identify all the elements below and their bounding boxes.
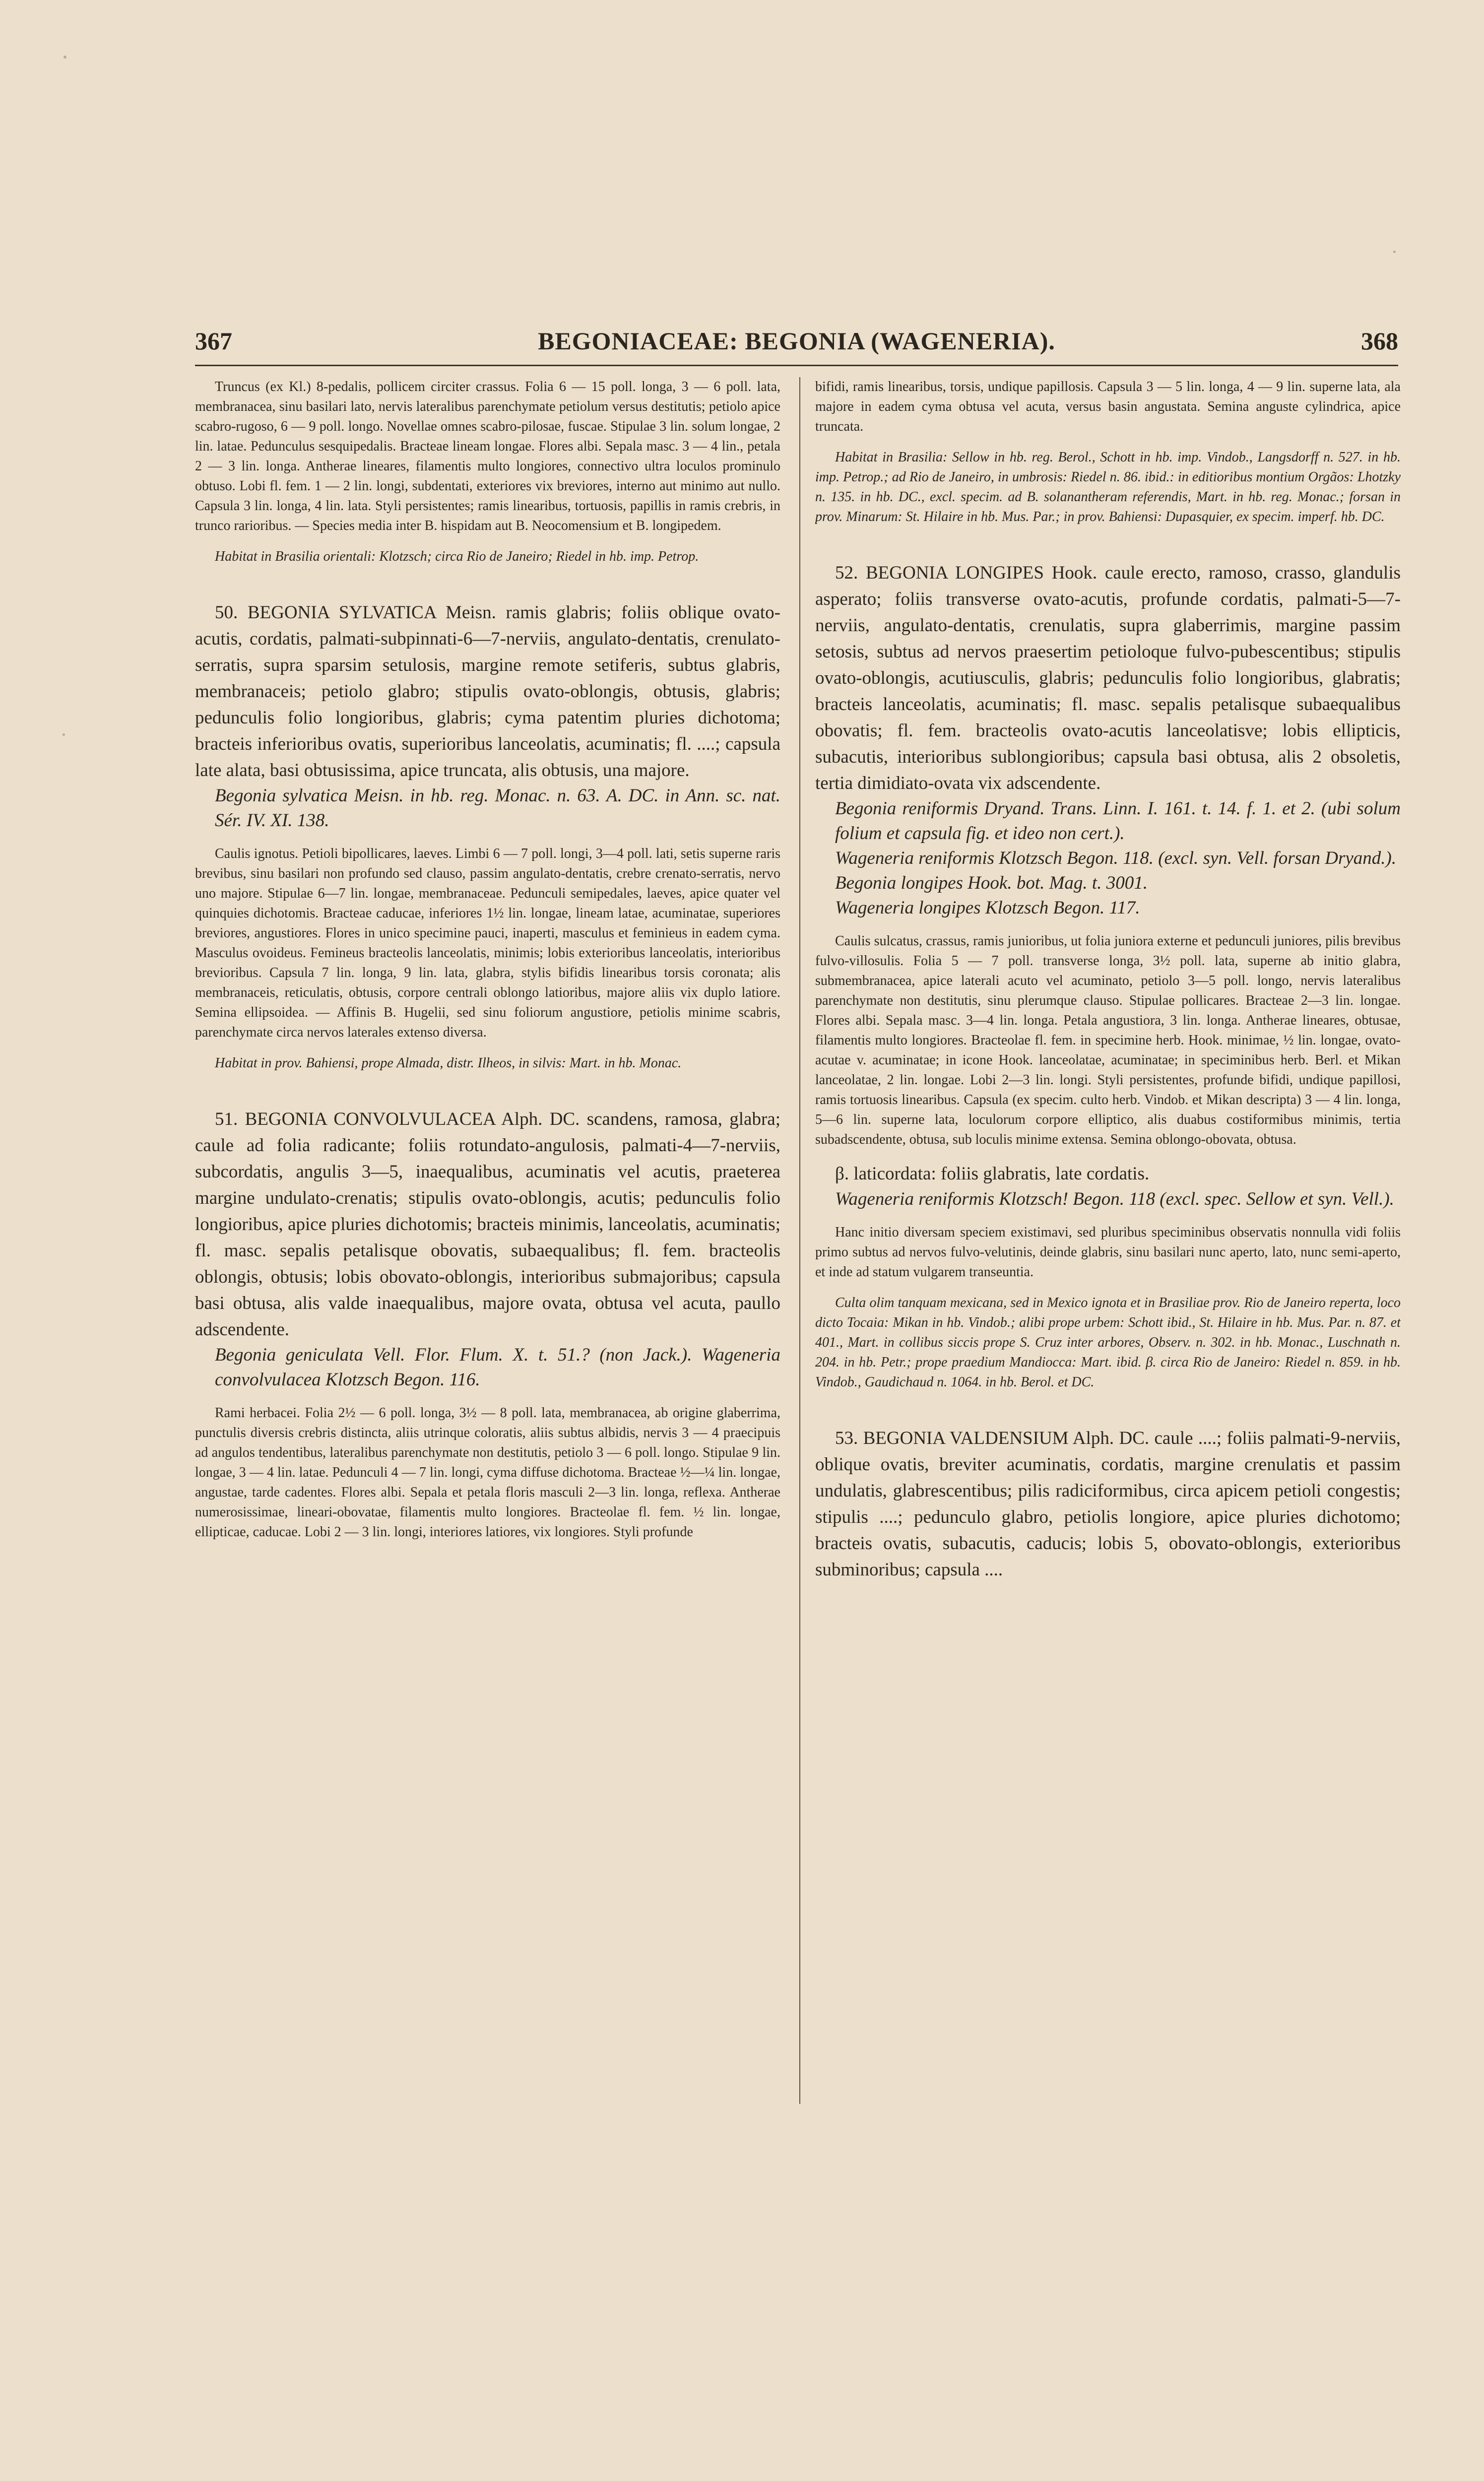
text-paragraph: Culta olim tanquam mexicana, sed in Mexico ignota et in Brasiliae prov. Rio de Janeiro reperta, loco dicto Tocaia: Mikan in hb. Vindob.; alibi prope urbem: Schott ibid., St. Hilaire in hb. Mus. Par. n. 87. et 401., Mart. in collibus siccis prope S. Cruz inter arbores, Observ. n. 302. in hb. Monac., Luschnath n. 204. in hb. Petr.; prope praedium Mandiocca: Mart. ibid. β. circa Rio de Janeiro: Riedel n. 859. in hb. Vindob., Gaudichaud n. 1064. in hb. Berol. et DC. — [815, 1295, 1401, 1390]
paper-speck — [1393, 251, 1396, 253]
paragraph-spacer — [815, 527, 1401, 560]
text-paragraph: Begonia geniculata Vell. Flor. Flum. X. t. 51.? (non Jack.). Wageneria convolvulacea Klotzsch Begon. 116. — [215, 1345, 780, 1390]
paragraph-spacer — [195, 833, 780, 844]
paragraph-spacer — [195, 1043, 780, 1053]
text-paragraph: bifidi, ramis linearibus, torsis, undique papillosis. Capsula 3 — 5 lin. longa, 4 — 9 lin. superne lata, ala majore in eadem cyma obtusa vel acuta, versus basin angustata. Semina anguste cylindrica, apice truncata. — [815, 379, 1401, 434]
text-paragraph: Caulis ignotus. Petioli bipollicares, laeves. Limbi 6 — 7 poll. longi, 3—4 poll. lati, setis superne raris brevibus, sinu basilari non profundo sed clauso, passim angulato-dentatis, crebre crenato-serratis, nervo uno majore. Stipulae 6—7 lin. longae, membranaceae. Pedunculi semipedales, laeves, apice quater vel quinquies dichotomis. Bracteae caducae, inferiores 1½ lin. longae, lineam latae, acuminatae, superiores breviores, angustiores. Flores in unico specimine pauci, inaperti, masculus et feminieus in eadem cyma. Masculus ovoideus. Femineus bracteolis lanceolatis, minimis; lobis exterioribus lanceolatis, interioribus brevioribus. Capsula 7 lin. longa, 9 lin. lata, glabra, stylis bifidis linearibus torsis coronata; alis membranaceis, reticulatis, obtusis, corpore centrali oblongo latioribus, majore aliis vix duplo latiore. Semina ellipsoidea. — Affinis B. Hugelii, sed sinu foliorum angustiore, petiolis minime scabris, parenchymate circa nervos laterales extenso diversa. — [195, 846, 780, 1040]
paragraph-spacer — [815, 1212, 1401, 1223]
column-divider — [799, 377, 800, 2104]
text-paragraph: Habitat in prov. Bahiensi, prope Almada, distr. Ilheos, in silvis: Mart. in hb. Monac. — [215, 1055, 682, 1071]
text-paragraph: Caulis sulcatus, crassus, ramis junioribus, ut folia juniora externe et pedunculi juniores, pilis brevibus fulvo-villosulis. Folia 5 — 7 poll. transverse longa, 3½ poll. lata, superne ab initio glabra, submembranacea, apice laterali acuto vel acuminato, petiolo 3—5 poll. longo, nervis lateralibus parenchymate non destitutis, sinu plerumque clauso. Stipulae pollicares. Bracteae 2—3 lin. longae. Flores albi. Sepala masc. 3—4 lin. longa. Petala angustiora, 3 lin. longa. Antherae lineares, obtusae, filamentis multo longiores. Bracteolae fl. fem. in specimine herb. Hook. minimae, ½ lin. longae, ovato-acutae v. acuminatae; in icone Hook. lanceolatae, acuminatae; in speciminibus herb. Berl. et Mikan lanceolatae, 2 lin. longae. Lobi 2—3 lin. longi. Styli persistentes, profunde bifidi, undique papillosi, ramis tortuosis linearibus. Capsula (ex specim. culto herb. Vindob. et Mikan descripta) 3 — 4 lin. longa, 5—6 lin. superne lata, loculorum corpore elliptico, alis duabus costiformibus minimis, tertia subadscendente, obtusa, sub loculis minime extensa. Semina oblongo-obovata, obtusa. — [815, 933, 1401, 1147]
text-paragraph: Begonia reniformis Dryand. Trans. Linn. I. 161. t. 14. f. 1. et 2. (ubi solum folium et capsula fig. et ideo non cert.). — [835, 798, 1401, 844]
paragraph-spacer — [195, 567, 780, 599]
paragraph-spacer — [195, 1392, 780, 1403]
text-paragraph: Wageneria reniformis Klotzsch! Begon. 118 (excl. spec. Sellow et syn. Vell.). — [835, 1189, 1394, 1209]
paper-speck — [63, 733, 65, 736]
text-paragraph: Habitat in Brasilia: Sellow in hb. reg. Berol., Schott in hb. imp. Vindob., Langsdorff n. 527. in hb. imp. Petrop.; ad Rio de Janeiro, in umbrosis: Riedel n. 86. ibid.: in editioribus montium Orgãos: Lhotzky n. 135. in hb. DC., excl. specim. ad B. solanantheram referendis, Mart. in hb. reg. Monac.; forsan in prov. Minarum: St. Hilaire in hb. Mus. Par.; in prov. Bahiensi: Dupasquier, ex specim. imperf. hb. DC. — [815, 450, 1401, 524]
paragraph-spacer — [195, 1073, 780, 1106]
left-column — [195, 377, 780, 2104]
text-paragraph: Wageneria longipes Klotzsch Begon. 117. — [835, 898, 1140, 918]
paragraph-spacer — [195, 536, 780, 547]
text-paragraph: Rami herbacei. Folia 2½ — 6 poll. longa, 3½ — 8 poll. lata, membranacea, ab origine glaberrima, punctulis diversis crebris distincta, aliis utrinque coloratis, aliis subtus albidis, nervis 3 — 4 praecipuis ad angulos tendentibus, lateralibus parenchymate non destitutis, petiolo 3 — 6 poll. longo. Stipulae 9 lin. longae, 3 — 4 lin. latae. Pedunculi 4 — 7 lin. longi, cyma diffuse dichotoma. Bracteae ½—¼ lin. longae, angustae, tarde cadentes. Flores albi. Sepala et petala floris masculi 2—3 lin. longa, reflexa. Antherae numerosissimae, lineari-obovatae, filamentis multo longiores. Bracteolae fl. fem. ½ lin. longae, ellipticae, caducae. Lobi 2 — 3 lin. longi, interiores latiores, vix longiores. Styli profunde — [195, 1405, 780, 1540]
page-number-left: 367 — [195, 327, 232, 355]
running-header — [195, 325, 1398, 366]
paragraph-spacer — [815, 1392, 1401, 1425]
text-paragraph: Habitat in Brasilia orientali: Klotzsch; circa Rio de Janeiro; Riedel in hb. imp. Petrop. — [215, 549, 699, 564]
paragraph-spacer — [815, 1282, 1401, 1293]
text-paragraph: Wageneria reniformis Klotzsch Begon. 118. (excl. syn. Vell. forsan Dryand.). — [835, 848, 1397, 868]
running-title: BEGONIACEAE: BEGONIA (WAGENERIA). — [538, 327, 1055, 355]
paper-speck — [64, 56, 66, 59]
paragraph-spacer — [815, 920, 1401, 931]
text-paragraph: 51. BEGONIA CONVOLVULACEA Alph. DC. scandens, ramosa, glabra; caule ad folia radicante; foliis rotundato-angulosis, palmati-4—7-nerviis, subcordatis, angulis 3—5, inaequalibus, acuminatis vel acutis, praeterea margine undulato-crenatis; stipulis ovato-oblongis, acutis; pedunculis folio longioribus, apice pluries dichotomis; bracteis minimis, lanceolatis, acuminatis; fl. masc. sepalis petalisque obovatis, subaequalibus; fl. fem. bracteolis oblongis, obtusis; lobis obovato-oblongis, interioribus submajoribus; capsula basi obtusa, alis valde inaequalibus, majore ovata, obtusa vel acuta, paullo adscendente. — [195, 1109, 780, 1340]
right-column — [815, 377, 1401, 2104]
text-paragraph: Begonia longipes Hook. bot. Mag. t. 3001. — [835, 873, 1148, 893]
page-number-right: 368 — [1361, 327, 1398, 355]
paragraph-spacer — [815, 437, 1401, 448]
text-paragraph: Hanc initio diversam speciem existimavi, sed pluribus speciminibus observatis nonnulla vidi foliis primo subtus ad nervos fulvo-velutinis, deinde glabris, sinu basilari nunc aperto, lato, nunc semi-aperto, et inde ad statum vulgarem transeuntia. — [815, 1225, 1401, 1280]
text-paragraph: Begonia sylvatica Meisn. in hb. reg. Monac. n. 63. A. DC. in Ann. sc. nat. Sér. IV. XI. 138. — [215, 785, 780, 831]
text-paragraph: Truncus (ex Kl.) 8-pedalis, pollicem circiter crassus. Folia 6 — 15 poll. longa, 3 — 6 poll. lata, membranacea, sinu basilari lato, nervis lateralibus parenchymate petiolum versus destitutis; petiolo apice scabro-rugoso, 6 — 9 poll. longo. Novellae omnes scabro-pilosae, fuscae. Stipulae 3 lin. solum longae, 2 lin. latae. Pedunculus sesquipedalis. Bracteae lineam longae. Flores albi. Sepala masc. 3 — 4 lin., petala 2 — 3 lin. longa. Antherae lineares, filamentis multo longiores, connectivo ultra loculos prominulo obtuso. Lobi fl. fem. 1 — 2 lin. longi, subdentati, exteriores vix breviores, interno aut minimo aut nullo. Capsula 3 lin. longa, 4 lin. lata. Styli persistentes; ramis linearibus, tortuosis, papillis in ramis crebris, in trunco rarioribus. — Species media inter B. hispidam aut B. Neocomensium et B. longipedem. — [195, 379, 780, 533]
text-paragraph: 52. BEGONIA LONGIPES Hook. caule erecto, ramoso, crasso, glandulis asperato; foliis transverse ovato-acutis, profunde cordatis, palmati-5—7-nerviis, angulato-dentatis, crenulatis, supra glaberrimis, margine passim setosis, subtus ad nervos praesertim petioloque fulvo-pubescentibus; stipulis ovato-oblongis, acutiusculis, glabris; pedunculis folio longioribus, glabratis; bracteis lanceolatis, acuminatis; fl. masc. sepalis petalisque subaequalibus obovatis; fl. fem. bracteolis ovato-acutis lanceolatisve; lobis ellipticis, subacutis, interioribus sublongioribus; capsula basi obtusa, alis 2 obsoletis, tertia dimidiato-ovata vix adscendente. — [815, 563, 1401, 793]
text-paragraph: 50. BEGONIA SYLVATICA Meisn. ramis glabris; foliis oblique ovato-acutis, cordatis, palmati-subpinnati-6—7-nerviis, angulato-dentatis, crenulato-serratis, supra sparsim setulosis, margine remote setiferis, subtus glabris, membranaceis; petiolo glabro; stipulis ovato-oblongis, obtusis, glabris; pedunculis folio longioribus, glabris; cyma patentim pluries dichotoma; bracteis inferioribus ovatis, superioribus lanceolatis, acuminatis; fl. ....; capsula late alata, basi obtusissima, apice truncata, alis obtusis, una majore. — [195, 602, 780, 781]
paragraph-spacer — [815, 1150, 1401, 1161]
text-paragraph: β. laticordata: foliis glabratis, late cordatis. — [835, 1164, 1150, 1184]
text-paragraph: 53. BEGONIA VALDENSIUM Alph. DC. caule ....; foliis palmati-9-nerviis, oblique ovatis, breviter acuminatis, cordatis, margine crenulatis et passim undulatis, glabrescentibus; pilis radiciformibus, circa apicem petioli congestis; stipulis ....; pedunculo glabro, petiolis longiore, apice pluries dichotomo; bracteis ovatis, subacutis, caducis; lobis 5, obovato-oblongis, exterioribus subminoribus; capsula .... — [815, 1428, 1401, 1580]
